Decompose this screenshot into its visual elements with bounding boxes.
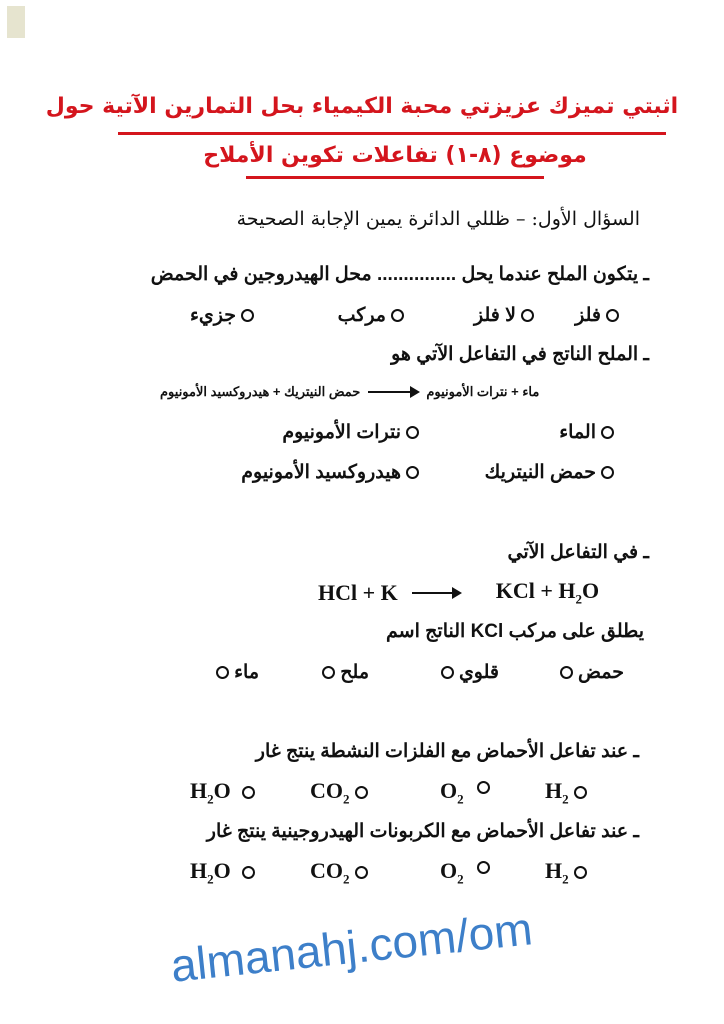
option[interactable]: جزيء bbox=[190, 304, 254, 327]
option[interactable]: قلوي bbox=[441, 661, 499, 684]
radio-circle-icon[interactable] bbox=[216, 666, 229, 679]
question-1: ـ يتكون الملح عندما يحل ............... محل الهيدروجين في الحمض bbox=[150, 264, 649, 285]
title-line-2: موضوع (٨-١) تفاعلات تكوين الأملاح bbox=[203, 143, 587, 168]
option[interactable]: $O_2$ bbox=[440, 778, 490, 807]
question-4: ـ عند تفاعل الأحماض مع الفلزات النشطة ينتج غار bbox=[255, 741, 639, 762]
option[interactable]: الماء bbox=[559, 421, 614, 444]
radio-circle-icon[interactable] bbox=[521, 309, 534, 322]
option[interactable]: $CO_2$ bbox=[310, 858, 368, 887]
radio-circle-icon[interactable] bbox=[242, 866, 255, 879]
arrow-icon bbox=[368, 391, 418, 393]
radio-circle-icon[interactable] bbox=[601, 426, 614, 439]
radio-circle-icon[interactable] bbox=[406, 426, 419, 439]
radio-circle-icon[interactable] bbox=[441, 666, 454, 679]
title-line-1: اثبتي تميزك عزيزتي محبة الكيمياء بحل التمارين الآتية حول bbox=[45, 94, 679, 119]
radio-circle-icon[interactable] bbox=[355, 866, 368, 879]
option[interactable]: نترات الأمونيوم bbox=[282, 421, 419, 444]
radio-circle-icon[interactable] bbox=[606, 309, 619, 322]
question-3: ـ في التفاعل الآتي bbox=[507, 542, 649, 563]
option[interactable]: فلز bbox=[575, 304, 619, 327]
instruction: السؤال الأول: – ظللي الدائرة يمين الإجابة الصحيحة bbox=[236, 208, 640, 230]
title-underline-2 bbox=[246, 176, 544, 179]
option[interactable]: هيدروكسيد الأمونيوم bbox=[241, 461, 419, 484]
title-underline-1 bbox=[118, 132, 666, 135]
radio-circle-icon[interactable] bbox=[574, 866, 587, 879]
option[interactable]: $H_2$ bbox=[545, 858, 587, 887]
reaction: حمض النيتريك + هيدروكسيد الأمونيوم ماء + نترات الأمونيوم bbox=[160, 384, 540, 399]
radio-circle-icon[interactable] bbox=[406, 466, 419, 479]
option[interactable]: ماء bbox=[216, 661, 259, 684]
option[interactable]: حمض bbox=[560, 661, 624, 684]
radio-circle-icon[interactable] bbox=[355, 786, 368, 799]
option[interactable]: $CO_2$ bbox=[310, 778, 368, 807]
option[interactable]: ملح bbox=[322, 661, 369, 684]
radio-circle-icon[interactable] bbox=[391, 309, 404, 322]
radio-circle-icon[interactable] bbox=[477, 861, 490, 874]
arrow-icon bbox=[412, 592, 460, 594]
option[interactable]: $O_2$ bbox=[440, 858, 490, 887]
option[interactable]: مركب bbox=[338, 304, 404, 327]
option[interactable]: $H_2$ bbox=[545, 778, 587, 807]
option[interactable]: لا فلز bbox=[474, 304, 534, 327]
option[interactable]: $H_2O$ bbox=[190, 778, 255, 807]
radio-circle-icon[interactable] bbox=[241, 309, 254, 322]
question-2: ـ الملح الناتج في التفاعل الآتي هو bbox=[391, 344, 649, 365]
equation: HCl + K KCl + $H_2O$ bbox=[318, 578, 600, 607]
radio-circle-icon[interactable] bbox=[560, 666, 573, 679]
radio-circle-icon[interactable] bbox=[574, 786, 587, 799]
watermark: almanahj.com/om bbox=[168, 902, 535, 992]
question-3-prompt: يطلق على مركب KCl الناتج اسم bbox=[386, 621, 644, 642]
option[interactable]: حمض النيتريك bbox=[485, 461, 614, 484]
question-5: ـ عند تفاعل الأحماض مع الكربونات الهيدروجينية ينتج غار bbox=[206, 821, 639, 842]
option[interactable]: $H_2O$ bbox=[190, 858, 255, 887]
radio-circle-icon[interactable] bbox=[322, 666, 335, 679]
radio-circle-icon[interactable] bbox=[601, 466, 614, 479]
radio-circle-icon[interactable] bbox=[242, 786, 255, 799]
site-logo bbox=[3, 3, 113, 45]
radio-circle-icon[interactable] bbox=[477, 781, 490, 794]
